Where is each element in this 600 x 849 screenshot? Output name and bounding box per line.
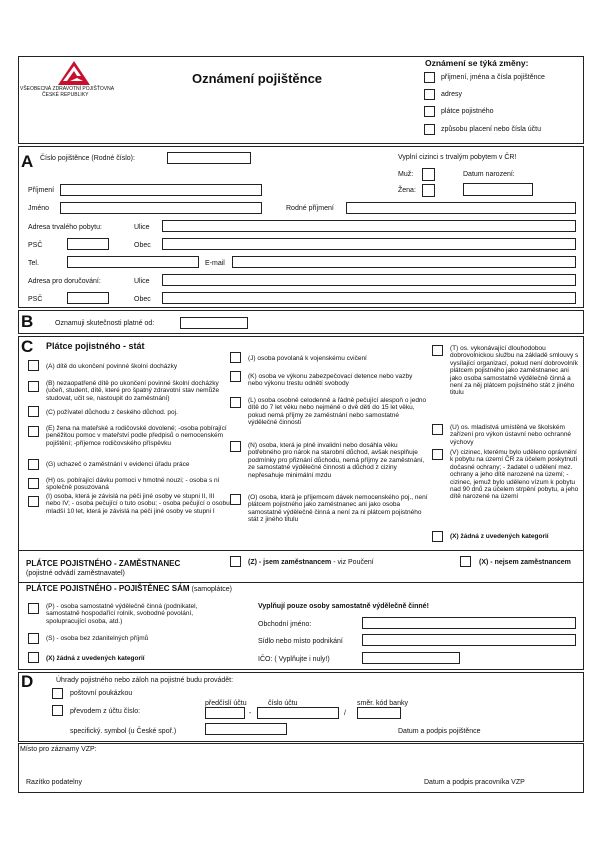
category-P: (P) - osoba samostatně výdělečně činná (podnikatel, samostatně hospodařící rolník, svobodné povolání, spolupracující osoba, atd.) [46, 603, 198, 625]
male-label: Muž: [398, 171, 414, 178]
change-checkbox-name[interactable] [424, 72, 435, 83]
account-number-input[interactable] [257, 707, 339, 719]
checkbox-C[interactable] [28, 406, 39, 417]
employer-X-label: - nejsem zaměstnancem [490, 559, 571, 566]
bank-label: směr. kód banky [357, 700, 408, 707]
ico-label: IČO: ( Vyplňujte i nuly!) [258, 656, 330, 663]
delivery-street-input[interactable] [162, 274, 576, 286]
change-title: Oznámení se týká změny: [425, 58, 529, 68]
checkbox-I[interactable] [28, 496, 39, 507]
symbol-input[interactable] [205, 723, 287, 735]
employer-title: PLÁTCE POJISTNÉHO - ZAMĚSTNANEC [26, 559, 181, 568]
category-E: (E) žena na mateřské a rodičovské dovolené; -osoba pobírající peněžitou pomoc v mateřství podle předpisů o nemocenském pojištění; -příjemce rodičovského příspěvku [46, 425, 227, 447]
account-prefix-input[interactable] [205, 707, 245, 719]
birth-surname-input[interactable] [346, 202, 576, 214]
seat-input[interactable] [362, 634, 576, 646]
employer-X [479, 559, 571, 567]
email-label: E-mail [205, 260, 225, 267]
self-subtitle: (samoplátce) [191, 586, 232, 593]
employer-Z-note: - viz Poučení [333, 559, 374, 566]
checkbox-A[interactable] [28, 360, 39, 371]
male-checkbox[interactable] [422, 168, 435, 181]
page-title: Oznámení pojištěnce [192, 71, 323, 86]
checkbox-X-employer[interactable] [460, 556, 471, 567]
category-A: (A) dítě do ukončení povinné školní docházky [46, 363, 178, 370]
account-label: číslo účtu [268, 700, 298, 707]
section-b-letter: B [21, 312, 34, 331]
self-heading [26, 585, 232, 594]
checkbox-transfer[interactable] [52, 705, 63, 716]
birth-date-label: Datum narození: [463, 171, 515, 178]
checkbox-U[interactable] [432, 424, 443, 435]
name-input[interactable] [60, 202, 262, 214]
trade-name-input[interactable] [362, 617, 576, 629]
checkbox-postal[interactable] [52, 688, 63, 699]
checkbox-T[interactable] [432, 345, 443, 356]
change-checkbox-address[interactable] [424, 89, 435, 100]
dash-separator: - [249, 710, 252, 717]
change-label-address: adresy [441, 91, 463, 98]
divider-employer [18, 550, 584, 551]
town-label-2: Obec [134, 296, 151, 303]
perm-address-label: Adresa trvalého pobytu: [28, 224, 102, 231]
birth-date-input[interactable] [463, 183, 533, 196]
name-label: Jméno [28, 205, 50, 212]
category-V: (V) cizinec, kterému bylo uděleno oprávnění k pobytu na území ČR za účelem poskytnutí dočasné ochrany; - žadatel o udělení mez. ochrany a jeho dítě narozené na území; - cizinec, jemuž bylo uděleno vízum k pobytu nad 90 dnů za účelem strpění pobytu, a jeho dítě narozené na území [450, 449, 579, 501]
category-G: (G) uchazeč o zaměstnání v evidenci úřadu práce [46, 461, 190, 468]
ico-input[interactable] [362, 652, 460, 664]
stamp-label: Razítko podatelny [26, 779, 83, 786]
category-B: (B) nezaopatřené dítě po ukončení povinné školní docházky (učeň, student, dítě, které pro špatný zdravotní stav nemůže studovat, učit se, nastoupit do zaměstnání) [46, 380, 220, 402]
zip-label: PSČ [28, 242, 43, 249]
street-input[interactable] [162, 220, 576, 232]
seat-label: Sídlo nebo místo podnikání [258, 638, 343, 645]
birth-surname-label: Rodné příjmení [286, 205, 334, 212]
delivery-zip-input[interactable] [67, 292, 109, 304]
date-sign-label: Datum a podpis pojištěnce [398, 728, 481, 735]
prefix-label: předčíslí účtu [205, 700, 247, 707]
section-c-letter: C [21, 337, 34, 356]
slash-separator: / [344, 710, 346, 717]
category-I: (I) osoba, která je závislá na péči jiné osoby ve stupni II, III nebo IV; - osoba pečující o tuto osobu; - osoba pečující o osobu mladší 10 let, která je závislá na péči jiné osoby ve stupni I [46, 493, 230, 515]
category-N: (N) osoba, která je plně invalidní nebo dosáhla věku potřebného pro nárok na starobní důchod, avšak nesplňuje podmínky pro přiznání důchodu, nemá příjmy ze zaměstnání, ze samostatné výdělečné činnosti a důchod z ciziny nepřesahuje minimální mzdu [248, 442, 425, 479]
zip-label-2: PSČ [28, 296, 43, 303]
effective-date-input[interactable] [180, 317, 248, 329]
zip-input[interactable] [67, 238, 109, 250]
section-a-letter: A [21, 152, 34, 171]
email-input[interactable] [232, 256, 576, 268]
bank-code-input[interactable] [357, 707, 401, 719]
delivery-address-label: Adresa pro doručování: [28, 278, 101, 285]
checkbox-G[interactable] [28, 459, 39, 470]
vzp-place-label: Místo pro záznamy VZP: [20, 746, 97, 753]
checkbox-J[interactable] [230, 352, 241, 363]
female-label: Žena: [398, 187, 416, 194]
checkbox-N[interactable] [230, 441, 241, 452]
checkbox-H[interactable] [28, 478, 39, 489]
insured-number-label: Číslo pojištěnce (Rodné číslo): [40, 155, 135, 162]
divider-self [18, 582, 584, 583]
category-U: (U) os. mladistvá umístěná ve školském zařízení pro výkon ústavní nebo ochranné výchovy [450, 424, 572, 446]
checkbox-B[interactable] [28, 381, 39, 392]
employer-Z-label: - jsem zaměstnancem [258, 559, 332, 566]
category-C: (C) požívatel důchodu z českého důchod. poj. [46, 409, 178, 416]
logo-line1: VŠEOBECNÁ ZDRAVOTNÍ POJIŠŤOVNA [20, 86, 115, 92]
osvc-note: Vyplňují pouze osoby samostatně výdělečně činné! [258, 603, 429, 610]
category-L: (L) osoba osobně celodenně a řádně pečující alespoň o jedno dítě do 7 let věku nebo nejméně o dvě děti do 15 let věku, pokud nemá příjmy ze zaměstnání nebo samostatné výdělečné činnosti [248, 397, 427, 427]
checkbox-O[interactable] [230, 494, 241, 505]
phone-input[interactable] [67, 256, 199, 268]
checkbox-X-state[interactable] [432, 531, 443, 542]
category-S: (S) - osoba bez zdanitelných příjmů [46, 635, 149, 642]
female-checkbox[interactable] [422, 184, 435, 197]
category-O: (O) osoba, která je příjemcem dávek nemocenského poj., není plátcem pojistného jako zaměstnanec ani jako osoba samostatně výdělečně činná a není za ni plátcem pojistného stát z jiného titulu [248, 494, 428, 524]
town-label: Obec [134, 242, 151, 249]
trade-name-label: Obchodní jméno: [258, 621, 312, 628]
symbol-label: specifický. symbol (u České spoř.) [70, 728, 177, 735]
street-label-2: Ulice [134, 278, 150, 285]
employer-subtitle: (pojistné odvádí zaměstnavatel) [26, 570, 125, 577]
change-checkbox-payment[interactable] [424, 124, 435, 135]
logo-line2: ČESKÉ REPUBLIKY [42, 92, 89, 98]
category-H: (H) os. pobírající dávku pomoci v hmotné nouzi; - osoba s ní společně posuzovaná [46, 477, 220, 492]
category-X-state: (X) žádná z uvedených kategorií [450, 533, 549, 540]
section-c-title: Plátce pojistného - stát [46, 341, 145, 351]
checkbox-E[interactable] [28, 426, 39, 437]
section-d-letter: D [21, 672, 34, 691]
checkbox-V[interactable] [432, 449, 443, 460]
change-checkbox-payer[interactable] [424, 106, 435, 117]
checkbox-Z[interactable] [230, 556, 241, 567]
checkbox-K[interactable] [230, 371, 241, 382]
town-input[interactable] [162, 238, 576, 250]
employer-Z-code: (Z) [248, 559, 257, 566]
foreigners-note: Vyplní cizinci s trvalým pobytem v ČR! [398, 154, 517, 161]
employer-Z [248, 559, 374, 567]
checkbox-S[interactable] [28, 633, 39, 644]
delivery-town-input[interactable] [162, 292, 576, 304]
vzp-logo-icon [57, 60, 91, 86]
checkbox-L[interactable] [230, 397, 241, 408]
change-label-name: příjmení, jména a čísla pojištěnce [441, 74, 545, 81]
phone-label: Tel. [28, 260, 39, 267]
category-X-self: (X) žádná z uvedených kategorií [46, 655, 145, 662]
transfer-label: převodem z účtu číslo: [70, 708, 141, 715]
self-title: PLÁTCE POJISTNÉHO - POJIŠTĚNEC SÁM [26, 584, 190, 593]
checkbox-P[interactable] [28, 603, 39, 614]
insured-number-input[interactable] [167, 152, 251, 164]
category-T: (T) os. vykonávající dlouhodobou dobrovolnickou službu na základě smlouvy s vysílající organizací, pokud není dobrovolník plátcem pojistného jako zaměstnanec ani jako osoba samostatně výdělečně činná a není za něj plátcem pojistného stát z jiného titulu [450, 345, 579, 397]
effective-date-label: Oznamuji skutečnosti platné od: [55, 320, 155, 327]
postal-label: poštovní poukázkou [70, 690, 133, 697]
surname-label: Příjmení [28, 187, 55, 194]
category-J: (J) osoba povolaná k vojenskému cvičení [248, 355, 367, 362]
worker-sign-label: Datum a podpis pracovníka VZP [424, 779, 525, 786]
employer-X-code: (X) [479, 559, 489, 566]
street-label: Ulice [134, 224, 150, 231]
change-label-payer: plátce pojistného [441, 108, 494, 115]
payment-intro: Úhrady pojistného nebo záloh na pojistné budu provádět: [56, 677, 234, 684]
checkbox-X-self[interactable] [28, 652, 39, 663]
category-K: (K) osoba ve výkonu zabezpečovací detence nebo vazby nebo výkonu trestu odnětí svobody [248, 373, 413, 388]
surname-input[interactable] [60, 184, 262, 196]
change-label-payment: způsobu placení nebo čísla účtu [441, 126, 542, 133]
